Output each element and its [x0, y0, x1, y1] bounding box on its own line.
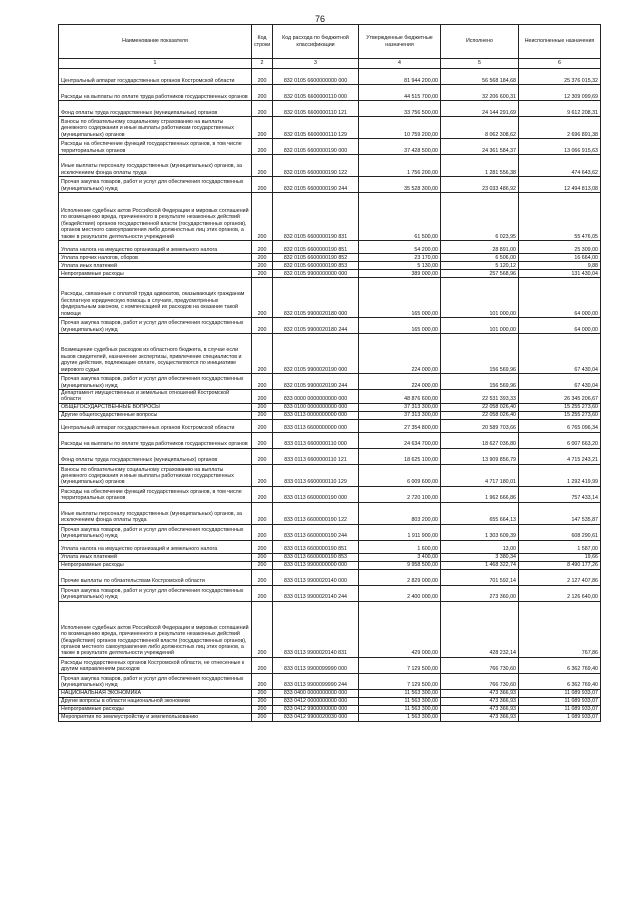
row-executed: 473 366,93: [441, 705, 519, 713]
table-row: [59, 540, 601, 553]
table-row: [59, 553, 601, 561]
row-unexecuted: 11 089 933,07: [519, 689, 601, 697]
row-line-code: 200: [252, 374, 273, 390]
row-unexecuted: 6 007 663,20: [519, 432, 601, 448]
row-approved: 1 600,00: [359, 540, 441, 553]
row-approved: 429 000,00: [359, 601, 441, 657]
row-unexecuted: 757 433,14: [519, 486, 601, 502]
row-unexecuted: 16 664,00: [519, 254, 601, 262]
row-line-code: 200: [252, 318, 273, 334]
row-name: Возмещение судебных расходов из областного бюджета, в случае если вызов свидетелей, назначение экспертизы, привлечение специалистов и другие действия, подлежащие оплате, осуществляются по инициативе мирового судьи: [59, 334, 252, 374]
row-approved: 33 756 500,00: [359, 101, 441, 117]
row-line-code: 200: [252, 673, 273, 689]
column-index: 2: [252, 59, 273, 69]
table-row: [59, 101, 601, 117]
row-name: Уплата налога на имущество организаций и земельного налога: [59, 540, 252, 553]
row-executed: 428 232,14: [441, 601, 519, 657]
row-executed: 156 569,96: [441, 374, 519, 390]
row-unexecuted: 15 255 273,60: [519, 403, 601, 411]
row-executed: 1 303 609,39: [441, 524, 519, 540]
row-name: Исполнение судебных актов Российской Федерации и мировых соглашений по возмещению вреда, причиненного в результате незаконных действий (бездействия) органов государственной власти (государственных органов), органов местного самоуправления либо должностных лиц этих органов, а также в результате деятельности учреждений: [59, 193, 252, 241]
row-executed: 473 366,93: [441, 713, 519, 721]
row-name: Прочие выплаты по обязательствам Костромской области: [59, 569, 252, 585]
row-line-code: 200: [252, 713, 273, 721]
row-line-code: 200: [252, 403, 273, 411]
row-line-code: 200: [252, 524, 273, 540]
row-name: Иные выплаты персоналу государственных (муниципальных) органов, за исключением фонда оплаты труда: [59, 502, 252, 524]
row-approved: 11 563 300,00: [359, 705, 441, 713]
row-name: Расходы государственных органов Костромской области, не отнесенные к другим направлениям расходов: [59, 657, 252, 673]
table-row: [59, 374, 601, 390]
row-class-code: 833 0113 6600000110 129: [273, 464, 359, 486]
row-class-code: 833 0113 9900099990 000: [273, 657, 359, 673]
row-executed: 473 366,93: [441, 689, 519, 697]
row-unexecuted: 1 587,00: [519, 540, 601, 553]
row-executed: 4 717 180,01: [441, 464, 519, 486]
row-line-code: 200: [252, 411, 273, 419]
table-row: [59, 278, 601, 318]
row-line-code: 200: [252, 486, 273, 502]
row-unexecuted: 67 430,04: [519, 374, 601, 390]
row-name: Уплата иных платежей: [59, 553, 252, 561]
row-unexecuted: 131 430,04: [519, 270, 601, 278]
row-name: Прочая закупка товаров, работ и услуг для обеспечения государственных (муниципальных) нужд: [59, 177, 252, 193]
row-name: Фонд оплаты труда государственных (муниципальных) органов: [59, 448, 252, 464]
row-unexecuted: 6 362 769,40: [519, 673, 601, 689]
row-name: Взносы по обязательному социальному страхованию на выплаты денежного содержания и иные выплаты работникам государственных (муниципальных) органов: [59, 117, 252, 139]
row-unexecuted: 474 643,62: [519, 155, 601, 177]
row-unexecuted: 55 476,05: [519, 193, 601, 241]
column-index: 4: [359, 59, 441, 69]
row-name: Расходы на выплаты по оплате труда работников государственных органов: [59, 432, 252, 448]
row-executed: 18 627 036,80: [441, 432, 519, 448]
row-unexecuted: 6 765 096,34: [519, 419, 601, 432]
row-executed: 32 206 600,31: [441, 85, 519, 101]
row-approved: 37 428 500,00: [359, 139, 441, 155]
row-class-code: 832 0105 6600000110 121: [273, 101, 359, 117]
header-class-code: Код расхода по бюджетной классификации: [273, 25, 359, 59]
row-class-code: 832 0105 6600000190 122: [273, 155, 359, 177]
row-executed: 1 281 556,38: [441, 155, 519, 177]
row-executed: 22 058 026,40: [441, 403, 519, 411]
row-unexecuted: 11 089 933,07: [519, 705, 601, 713]
row-line-code: 200: [252, 585, 273, 601]
row-approved: 23 170,00: [359, 254, 441, 262]
row-class-code: 833 0400 0000000000 000: [273, 689, 359, 697]
row-name: Мероприятия по землеустройству и землепользованию: [59, 713, 252, 721]
row-unexecuted: 67 430,04: [519, 334, 601, 374]
header-executed: Исполнено: [441, 25, 519, 59]
row-line-code: 200: [252, 502, 273, 524]
row-class-code: 832 0105 6600000190 000: [273, 139, 359, 155]
table-row: [59, 241, 601, 254]
row-approved: 389 000,00: [359, 270, 441, 278]
row-unexecuted: 15 255 273,60: [519, 411, 601, 419]
row-name: Взносы по обязательному социальному страхованию на выплаты денежного содержания и иные выплаты работникам государственных (муниципальных) органов: [59, 464, 252, 486]
row-approved: 37 313 300,00: [359, 411, 441, 419]
row-approved: 35 528 300,00: [359, 177, 441, 193]
row-name: Фонд оплаты труда государственных (муниципальных) органов: [59, 101, 252, 117]
row-approved: 224 000,00: [359, 334, 441, 374]
table-row: [59, 569, 601, 585]
row-line-code: 200: [252, 569, 273, 585]
row-executed: 13,00: [441, 540, 519, 553]
row-class-code: 833 0113 6600000000 000: [273, 419, 359, 432]
row-executed: 3 380,34: [441, 553, 519, 561]
row-unexecuted: 9 612 208,31: [519, 101, 601, 117]
row-approved: 165 000,00: [359, 318, 441, 334]
row-name: Другие вопросы в области национальной экономики: [59, 697, 252, 705]
table-row: [59, 411, 601, 419]
row-approved: 1 563 300,00: [359, 713, 441, 721]
row-line-code: 200: [252, 432, 273, 448]
row-unexecuted: 2 126 640,00: [519, 585, 601, 601]
row-name: Непрограммные расходы: [59, 561, 252, 569]
row-class-code: 832 0105 6600000190 851: [273, 241, 359, 254]
table-row: [59, 486, 601, 502]
row-line-code: 200: [252, 390, 273, 404]
row-unexecuted: 2 127 407,86: [519, 569, 601, 585]
row-line-code: 200: [252, 254, 273, 262]
table-row: [59, 502, 601, 524]
row-executed: 22 058 026,40: [441, 411, 519, 419]
table-row: [59, 432, 601, 448]
row-approved: 11 563 300,00: [359, 689, 441, 697]
row-line-code: 200: [252, 334, 273, 374]
row-class-code: 833 0113 9900099990 244: [273, 673, 359, 689]
row-line-code: 200: [252, 697, 273, 705]
row-unexecuted: 19,66: [519, 553, 601, 561]
row-unexecuted: 2 696 891,38: [519, 117, 601, 139]
table-row: [59, 713, 601, 721]
table-row: [59, 262, 601, 270]
row-class-code: 832 0105 6600000110 129: [273, 117, 359, 139]
header-approved: Утвержденные бюджетные назначения: [359, 25, 441, 59]
row-name: Уплата налога на имущество организаций и земельного налога: [59, 241, 252, 254]
row-unexecuted: 147 535,87: [519, 502, 601, 524]
table-row: [59, 85, 601, 101]
row-class-code: 832 0105 6600000190 244: [273, 177, 359, 193]
column-index: 1: [59, 59, 252, 69]
row-name: Расходы на выплаты по оплате труда работников государственных органов: [59, 85, 252, 101]
row-executed: 473 366,93: [441, 697, 519, 705]
row-executed: 101 000,00: [441, 318, 519, 334]
row-class-code: 832 0105 9900020190 244: [273, 374, 359, 390]
row-approved: 1 911 900,00: [359, 524, 441, 540]
row-executed: 28 891,00: [441, 241, 519, 254]
row-line-code: 200: [252, 689, 273, 697]
row-unexecuted: 25 309,00: [519, 241, 601, 254]
table-row: [59, 177, 601, 193]
row-class-code: 833 0100 0000000000 000: [273, 403, 359, 411]
row-unexecuted: 12 494 813,08: [519, 177, 601, 193]
row-class-code: 833 0113 9900000000 000: [273, 561, 359, 569]
row-unexecuted: 25 376 015,32: [519, 69, 601, 85]
row-executed: 56 568 184,68: [441, 69, 519, 85]
row-unexecuted: 8 490 177,26: [519, 561, 601, 569]
row-unexecuted: 6 362 769,40: [519, 657, 601, 673]
row-line-code: 200: [252, 69, 273, 85]
row-name: Иные выплаты персоналу государственных (муниципальных) органов, за исключением фонда оплаты труда: [59, 155, 252, 177]
row-name: Центральный аппарат государственных органов Костромской области: [59, 69, 252, 85]
row-approved: 2 829 000,00: [359, 569, 441, 585]
table-body: [59, 69, 601, 722]
row-class-code: 833 0113 6600000110 121: [273, 448, 359, 464]
row-executed: 655 664,13: [441, 502, 519, 524]
table-row: [59, 705, 601, 713]
row-class-code: 832 0105 6600000190 831: [273, 193, 359, 241]
row-class-code: 832 0105 6600000000 000: [273, 69, 359, 85]
table-row: [59, 403, 601, 411]
table-row: [59, 334, 601, 374]
row-approved: 2 720 100,00: [359, 486, 441, 502]
row-approved: 11 563 300,00: [359, 697, 441, 705]
row-class-code: 832 0105 6600000190 852: [273, 254, 359, 262]
row-line-code: 200: [252, 139, 273, 155]
row-unexecuted: 608 290,61: [519, 524, 601, 540]
row-name: Прочая закупка товаров, работ и услуг для обеспечения государственных (муниципальных) нужд: [59, 673, 252, 689]
row-executed: 13 909 856,79: [441, 448, 519, 464]
row-unexecuted: 4 715 243,21: [519, 448, 601, 464]
row-approved: 3 400,00: [359, 553, 441, 561]
row-line-code: 200: [252, 177, 273, 193]
row-class-code: 833 0412 0000000000 000: [273, 697, 359, 705]
row-name: ОБЩЕГОСУДАРСТВЕННЫЕ ВОПРОСЫ: [59, 403, 252, 411]
row-approved: 54 200,00: [359, 241, 441, 254]
row-approved: 48 876 600,00: [359, 390, 441, 404]
column-index: 3: [273, 59, 359, 69]
row-line-code: 200: [252, 464, 273, 486]
row-name: Прочая закупка товаров, работ и услуг для обеспечения государственных (муниципальных) нужд: [59, 374, 252, 390]
row-executed: 1 468 322,74: [441, 561, 519, 569]
row-executed: 273 360,00: [441, 585, 519, 601]
header-name: Наименование показателя: [59, 25, 252, 59]
row-line-code: 200: [252, 270, 273, 278]
row-executed: 766 730,60: [441, 673, 519, 689]
row-line-code: 200: [252, 705, 273, 713]
row-approved: 24 634 700,00: [359, 432, 441, 448]
row-class-code: 833 0113 6600000110 000: [273, 432, 359, 448]
row-name: Уплата прочих налогов, сборов: [59, 254, 252, 262]
table-row: [59, 270, 601, 278]
row-executed: 24 361 584,37: [441, 139, 519, 155]
row-class-code: 833 0000 0000000000 000: [273, 390, 359, 404]
row-line-code: 200: [252, 561, 273, 569]
row-unexecuted: 12 309 099,69: [519, 85, 601, 101]
row-line-code: 200: [252, 448, 273, 464]
row-approved: 5 130,00: [359, 262, 441, 270]
row-class-code: 833 0113 9900020140 000: [273, 569, 359, 585]
row-executed: 24 144 291,69: [441, 101, 519, 117]
row-approved: 165 000,00: [359, 278, 441, 318]
row-class-code: 833 0113 6600000190 853: [273, 553, 359, 561]
row-class-code: 832 0105 9900020180 244: [273, 318, 359, 334]
row-class-code: 832 0105 6600000190 853: [273, 262, 359, 270]
row-approved: 224 000,00: [359, 374, 441, 390]
row-line-code: 200: [252, 540, 273, 553]
row-executed: 257 568,96: [441, 270, 519, 278]
row-executed: 766 730,60: [441, 657, 519, 673]
row-line-code: 200: [252, 601, 273, 657]
row-line-code: 200: [252, 419, 273, 432]
row-name: Уплата иных платежей: [59, 262, 252, 270]
header-line-code: Код строки: [252, 25, 273, 59]
table-row: [59, 673, 601, 689]
table-row: [59, 254, 601, 262]
row-class-code: 832 0105 9900020180 000: [273, 278, 359, 318]
row-executed: 1 962 666,86: [441, 486, 519, 502]
row-unexecuted: 9,88: [519, 262, 601, 270]
row-unexecuted: 1 292 419,99: [519, 464, 601, 486]
row-approved: 9 958 500,00: [359, 561, 441, 569]
table-row: [59, 117, 601, 139]
table-row: [59, 318, 601, 334]
row-class-code: 833 0113 6600000190 122: [273, 502, 359, 524]
row-unexecuted: 64 000,00: [519, 318, 601, 334]
row-unexecuted: 64 000,00: [519, 278, 601, 318]
table-row: [59, 448, 601, 464]
row-line-code: 200: [252, 193, 273, 241]
row-executed: 6 023,95: [441, 193, 519, 241]
table-row: [59, 585, 601, 601]
table-row: [59, 601, 601, 657]
table-row: [59, 697, 601, 705]
row-name: Непрограммные расходы: [59, 270, 252, 278]
row-executed: 22 531 393,33: [441, 390, 519, 404]
row-line-code: 200: [252, 657, 273, 673]
row-unexecuted: 767,86: [519, 601, 601, 657]
row-executed: 101 000,00: [441, 278, 519, 318]
page-number: 76: [314, 14, 325, 24]
row-executed: 20 589 703,66: [441, 419, 519, 432]
row-class-code: 833 0113 9900020140 831: [273, 601, 359, 657]
row-approved: 18 625 100,00: [359, 448, 441, 464]
row-executed: 8 062 308,62: [441, 117, 519, 139]
row-name: Другие общегосударственные вопросы: [59, 411, 252, 419]
row-executed: 156 569,96: [441, 334, 519, 374]
row-class-code: 833 0113 6600000190 000: [273, 486, 359, 502]
row-line-code: 200: [252, 553, 273, 561]
row-name: Расходы на обеспечение функций государственных органов, в том числе территориальных органов: [59, 486, 252, 502]
table-row: [59, 464, 601, 486]
row-line-code: 200: [252, 85, 273, 101]
row-approved: 44 515 700,00: [359, 85, 441, 101]
row-unexecuted: 11 089 933,07: [519, 697, 601, 705]
row-approved: 803 200,00: [359, 502, 441, 524]
row-class-code: 832 0105 9900020190 000: [273, 334, 359, 374]
table-row: [59, 155, 601, 177]
row-unexecuted: 1 089 933,07: [519, 713, 601, 721]
column-index-row: [59, 59, 601, 69]
table-row: [59, 139, 601, 155]
row-class-code: 833 0113 9900020140 244: [273, 585, 359, 601]
row-name: Исполнение судебных актов Российской Федерации и мировых соглашений по возмещению вреда, причиненного в результате незаконных действий (бездействия) органов государственной власти (государственных органов), органов местного самоуправления либо должностных лиц этих органов, а также в результате деятельности учреждений: [59, 601, 252, 657]
row-name: Центральный аппарат государственных органов Костромской области: [59, 419, 252, 432]
table-row: [59, 561, 601, 569]
row-approved: 7 129 500,00: [359, 657, 441, 673]
row-line-code: 200: [252, 278, 273, 318]
row-name: Непрограммные расходы: [59, 705, 252, 713]
column-index: 6: [519, 59, 601, 69]
row-line-code: 200: [252, 101, 273, 117]
row-name: Расходы на обеспечение функций государственных органов, в том числе территориальных органов: [59, 139, 252, 155]
row-line-code: 200: [252, 155, 273, 177]
row-name: Расходы, связанные с оплатой труда адвокатов, оказывающих гражданам бесплатную юридическую помощь в случаях, предусмотренных федеральным законом, с компенсацией их расходов на оказание такой помощи: [59, 278, 252, 318]
table-row: [59, 390, 601, 404]
row-class-code: 833 0113 0000000000 000: [273, 411, 359, 419]
row-class-code: 833 0412 9900000000 000: [273, 705, 359, 713]
row-approved: 10 759 200,00: [359, 117, 441, 139]
row-unexecuted: 13 066 915,63: [519, 139, 601, 155]
row-unexecuted: 26 345 206,67: [519, 390, 601, 404]
table-row: [59, 69, 601, 85]
row-executed: 6 506,00: [441, 254, 519, 262]
row-executed: 701 592,14: [441, 569, 519, 585]
budget-execution-table: [58, 24, 601, 722]
row-class-code: 832 0105 9900000000 000: [273, 270, 359, 278]
row-class-code: 833 0412 9900020030 000: [273, 713, 359, 721]
row-name: Департамент имущественных и земельных отношений Костромской области: [59, 390, 252, 404]
row-approved: 61 500,00: [359, 193, 441, 241]
row-name: Прочая закупка товаров, работ и услуг для обеспечения государственных (муниципальных) нужд: [59, 524, 252, 540]
column-index: 5: [441, 59, 519, 69]
row-approved: 1 756 200,00: [359, 155, 441, 177]
row-line-code: 200: [252, 117, 273, 139]
row-approved: 81 944 200,00: [359, 69, 441, 85]
row-class-code: 833 0113 6600000190 244: [273, 524, 359, 540]
row-approved: 6 009 600,00: [359, 464, 441, 486]
row-name: Прочая закупка товаров, работ и услуг для обеспечения государственных (муниципальных) нужд: [59, 585, 252, 601]
row-class-code: 833 0113 6600000190 851: [273, 540, 359, 553]
table-row: [59, 689, 601, 697]
table-row: [59, 524, 601, 540]
row-executed: 23 033 486,92: [441, 177, 519, 193]
table-row: [59, 657, 601, 673]
row-executed: 5 120,12: [441, 262, 519, 270]
table-header-row: [59, 25, 601, 59]
row-line-code: 200: [252, 262, 273, 270]
row-approved: 2 400 000,00: [359, 585, 441, 601]
row-approved: 7 129 500,00: [359, 673, 441, 689]
table-row: [59, 193, 601, 241]
row-class-code: 832 0105 6600000110 000: [273, 85, 359, 101]
header-unexecuted: Неисполненные назначения: [519, 25, 601, 59]
row-name: НАЦИОНАЛЬНАЯ ЭКОНОМИКА: [59, 689, 252, 697]
row-line-code: 200: [252, 241, 273, 254]
table-row: [59, 419, 601, 432]
row-approved: 27 354 800,00: [359, 419, 441, 432]
row-approved: 37 313 300,00: [359, 403, 441, 411]
row-name: Прочая закупка товаров, работ и услуг для обеспечения государственных (муниципальных) нужд: [59, 318, 252, 334]
